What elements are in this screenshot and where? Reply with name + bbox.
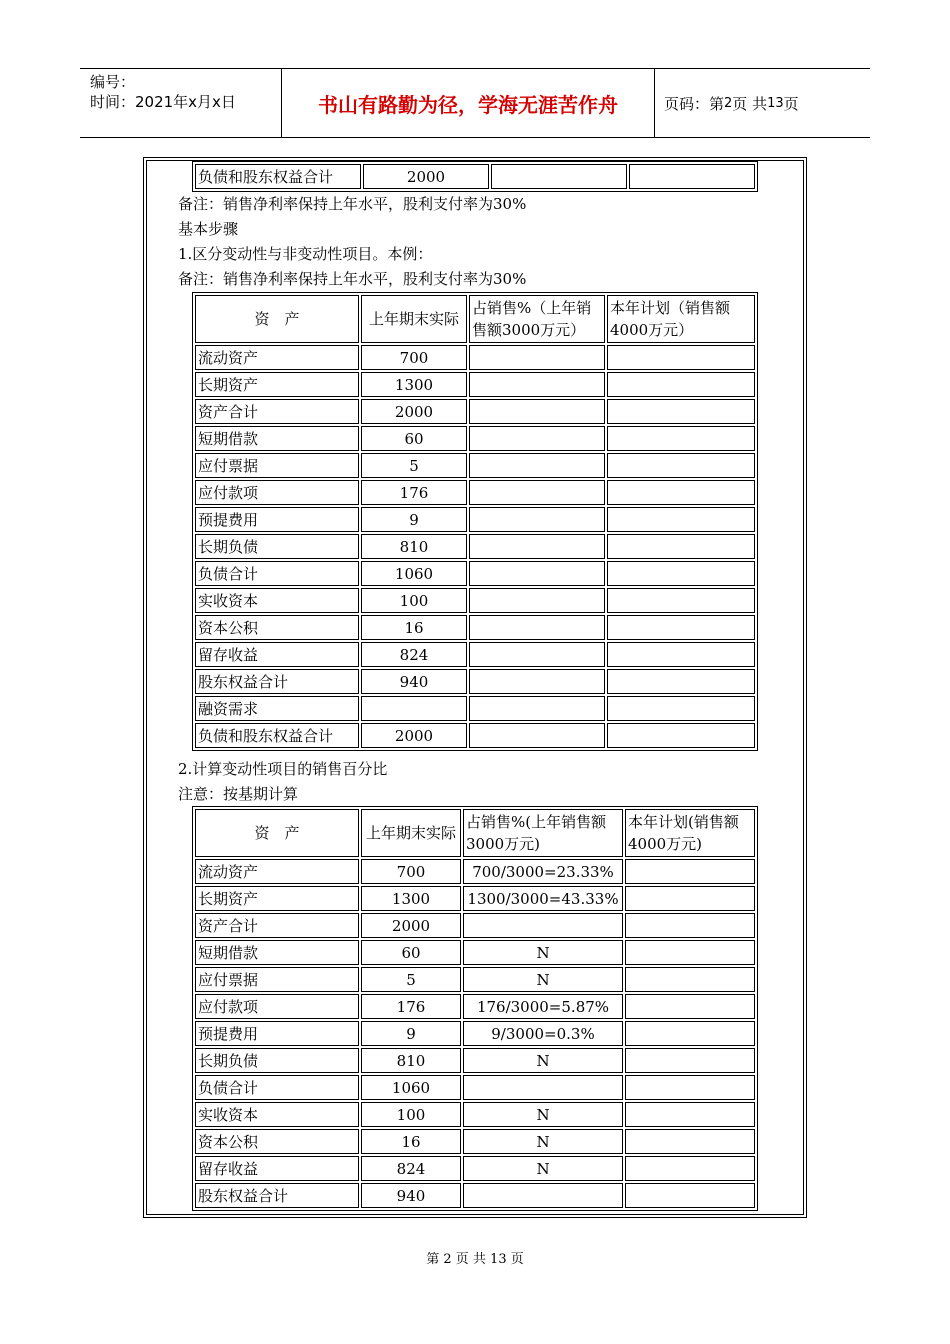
table-cell <box>607 453 755 478</box>
table-cell <box>607 615 755 640</box>
table-cell: 负债合计 <box>195 1075 359 1100</box>
header-cell: 上年期末实际 <box>361 809 461 857</box>
table-cell <box>625 1129 755 1154</box>
table-cell <box>469 588 605 613</box>
table-cell: 176 <box>361 994 461 1019</box>
table-cell <box>625 1048 755 1073</box>
table-cell <box>469 345 605 370</box>
table-cell: 1060 <box>361 1075 461 1100</box>
table-header-row <box>195 295 755 343</box>
table-cell: 长期负债 <box>195 534 359 559</box>
table-cell: 16 <box>361 615 467 640</box>
table-cell <box>469 399 605 424</box>
table-cell <box>463 913 623 938</box>
table-cell <box>463 1075 623 1100</box>
step-1: 1.区分变动性与非变动性项目。本例： <box>178 245 433 263</box>
table-cell: N <box>463 1129 623 1154</box>
table-cell: N <box>463 1102 623 1127</box>
table-cell: 股东权益合计 <box>195 669 359 694</box>
table-cell <box>625 859 755 884</box>
page-mid: 页 共 <box>732 94 768 113</box>
step-2: 2.计算变动性项目的销售百分比 <box>178 760 388 778</box>
table-cell <box>607 345 755 370</box>
table-cell: 1300 <box>361 372 467 397</box>
header-cell: 占销售%(上年销售额3000万元) <box>463 809 623 857</box>
header-cell: 占销售%（上年销售额3000万元） <box>469 295 605 343</box>
table-cell <box>625 967 755 992</box>
table-cell: 176/3000=5.87% <box>463 994 623 1019</box>
table-cell: 9/3000=0.3% <box>463 1021 623 1046</box>
table-cell: 2000 <box>361 913 461 938</box>
table-cell: 短期借款 <box>195 940 359 965</box>
table-cell: 留存收益 <box>195 642 359 667</box>
table-cell <box>607 372 755 397</box>
table-cell: 5 <box>361 453 467 478</box>
table-row <box>195 913 755 938</box>
table-row <box>195 1102 755 1127</box>
note-1: 备注：销售净利率保持上年水平，股利支付率为30% <box>178 195 527 213</box>
table-cell: 流动资产 <box>195 859 359 884</box>
table-cell: 1060 <box>361 561 467 586</box>
header-cell: 资 产 <box>195 809 359 857</box>
page-header <box>80 68 870 138</box>
table-row <box>195 399 755 424</box>
table-cell: N <box>463 1048 623 1073</box>
table-cell <box>469 507 605 532</box>
table-cell: 短期借款 <box>195 426 359 451</box>
table-cell <box>469 426 605 451</box>
table-cell <box>469 453 605 478</box>
table-cell <box>469 723 605 748</box>
table-cell: 应付票据 <box>195 967 359 992</box>
table-cell: 资产合计 <box>195 399 359 424</box>
balance-table-2 <box>192 806 758 1211</box>
table-cell: 流动资产 <box>195 345 359 370</box>
table-cell: N <box>463 1156 623 1181</box>
table-row <box>195 642 755 667</box>
table-row <box>195 534 755 559</box>
serial-label: 编号： <box>90 73 136 91</box>
table-cell <box>625 886 755 911</box>
table-cell: 2000 <box>361 399 467 424</box>
page-prefix: 页码：第 <box>664 94 725 113</box>
table-cell <box>469 615 605 640</box>
table-cell <box>607 426 755 451</box>
table-cell <box>469 669 605 694</box>
table-cell <box>607 588 755 613</box>
table-cell: 资本公积 <box>195 1129 359 1154</box>
table-row <box>195 723 755 748</box>
table-cell <box>469 480 605 505</box>
table-cell: 940 <box>361 669 467 694</box>
page-footer: 第 2 页 共 13 页 <box>426 1252 524 1267</box>
table-cell: 2000 <box>363 164 489 189</box>
table-cell: 60 <box>361 426 467 451</box>
table-cell: 824 <box>361 642 467 667</box>
table-cell <box>361 696 467 721</box>
table-cell: 5 <box>361 967 461 992</box>
table-cell: 100 <box>361 1102 461 1127</box>
table-cell: 700 <box>361 345 467 370</box>
table-row <box>195 615 755 640</box>
table-cell: 810 <box>361 534 467 559</box>
table-cell <box>625 940 755 965</box>
table-row <box>195 164 755 189</box>
table-cell: 留存收益 <box>195 1156 359 1181</box>
table-cell <box>469 642 605 667</box>
table-row <box>195 1048 755 1073</box>
table-row <box>195 507 755 532</box>
header-cell: 本年计划（销售额4000万元） <box>607 295 755 343</box>
table-cell: 融资需求 <box>195 696 359 721</box>
table-cell: 9 <box>361 507 467 532</box>
balance-table-1 <box>192 292 758 751</box>
table-cell: 176 <box>361 480 467 505</box>
table-cell <box>625 1102 755 1127</box>
table-cell: 应付款项 <box>195 994 359 1019</box>
steps-title: 基本步骤 <box>178 220 239 238</box>
page-total: 13 <box>767 95 784 111</box>
table-row <box>195 1021 755 1046</box>
table-row <box>195 886 755 911</box>
table-cell: 长期负债 <box>195 1048 359 1073</box>
table-row <box>195 994 755 1019</box>
table-cell <box>629 164 755 189</box>
time-label: 时间：2021年x月x日 <box>90 93 236 111</box>
table-row <box>195 426 755 451</box>
table-cell: 1300/3000=43.33% <box>463 886 623 911</box>
table-row <box>195 1129 755 1154</box>
table-row <box>195 1156 755 1181</box>
table-cell <box>625 1183 755 1208</box>
table-cell: 应付票据 <box>195 453 359 478</box>
table-cell: 2000 <box>361 723 467 748</box>
table-cell: 负债合计 <box>195 561 359 586</box>
table-cell: N <box>463 967 623 992</box>
top-summary-table <box>192 161 758 192</box>
table-cell <box>607 669 755 694</box>
table-cell <box>625 1156 755 1181</box>
table-row <box>195 345 755 370</box>
table-cell <box>625 1021 755 1046</box>
table-cell <box>625 994 755 1019</box>
header-motto: 书山有路勤为径，学海无涯苦作舟 <box>282 69 655 137</box>
header-cell: 资 产 <box>195 295 359 343</box>
page-suffix: 页 <box>783 94 799 113</box>
table-cell <box>607 561 755 586</box>
table-cell: 预提费用 <box>195 507 359 532</box>
table-cell: 预提费用 <box>195 1021 359 1046</box>
table-row <box>195 696 755 721</box>
header-cell: 本年计划(销售额4000万元) <box>625 809 755 857</box>
table-cell: N <box>463 940 623 965</box>
table-cell: 9 <box>361 1021 461 1046</box>
header-cell: 上年期末实际 <box>361 295 467 343</box>
page-current: 2 <box>724 95 733 111</box>
table-cell: 700/3000=23.33% <box>463 859 623 884</box>
table-row <box>195 940 755 965</box>
table-cell: 810 <box>361 1048 461 1073</box>
table-cell: 700 <box>361 859 461 884</box>
table-cell: 负债和股东权益合计 <box>195 723 359 748</box>
header-meta <box>80 69 282 137</box>
table-cell <box>607 480 755 505</box>
table-cell <box>469 534 605 559</box>
table-row <box>195 859 755 884</box>
table-cell <box>607 642 755 667</box>
table-row <box>195 561 755 586</box>
table-cell: 应付款项 <box>195 480 359 505</box>
table-cell: 940 <box>361 1183 461 1208</box>
table-row <box>195 372 755 397</box>
table-cell: 16 <box>361 1129 461 1154</box>
table-cell <box>469 372 605 397</box>
table-row <box>195 453 755 478</box>
table-row <box>195 1183 755 1208</box>
table-cell <box>607 399 755 424</box>
table-cell: 资本公积 <box>195 615 359 640</box>
table-cell <box>463 1183 623 1208</box>
table-cell <box>625 913 755 938</box>
table-row <box>195 967 755 992</box>
table-row <box>195 669 755 694</box>
table-cell <box>607 507 755 532</box>
note-3: 注意：按基期计算 <box>178 785 299 803</box>
table-row <box>195 480 755 505</box>
table-cell: 长期资产 <box>195 372 359 397</box>
table-cell: 60 <box>361 940 461 965</box>
table-cell <box>469 696 605 721</box>
table-cell: 资产合计 <box>195 913 359 938</box>
table-cell: 824 <box>361 1156 461 1181</box>
table-cell <box>607 534 755 559</box>
table-cell: 负债和股东权益合计 <box>195 164 361 189</box>
table-row <box>195 588 755 613</box>
table-cell: 100 <box>361 588 467 613</box>
table-cell: 实收资本 <box>195 1102 359 1127</box>
table-cell <box>625 1075 755 1100</box>
table-cell <box>469 561 605 586</box>
header-page-info <box>654 69 870 137</box>
table-cell: 长期资产 <box>195 886 359 911</box>
table-cell: 1300 <box>361 886 461 911</box>
table-header-row <box>195 809 755 857</box>
table-cell <box>607 723 755 748</box>
table-cell <box>491 164 627 189</box>
table-cell <box>607 696 755 721</box>
table-cell: 实收资本 <box>195 588 359 613</box>
table-cell: 股东权益合计 <box>195 1183 359 1208</box>
table-row <box>195 1075 755 1100</box>
note-2: 备注：销售净利率保持上年水平，股利支付率为30% <box>178 270 527 288</box>
